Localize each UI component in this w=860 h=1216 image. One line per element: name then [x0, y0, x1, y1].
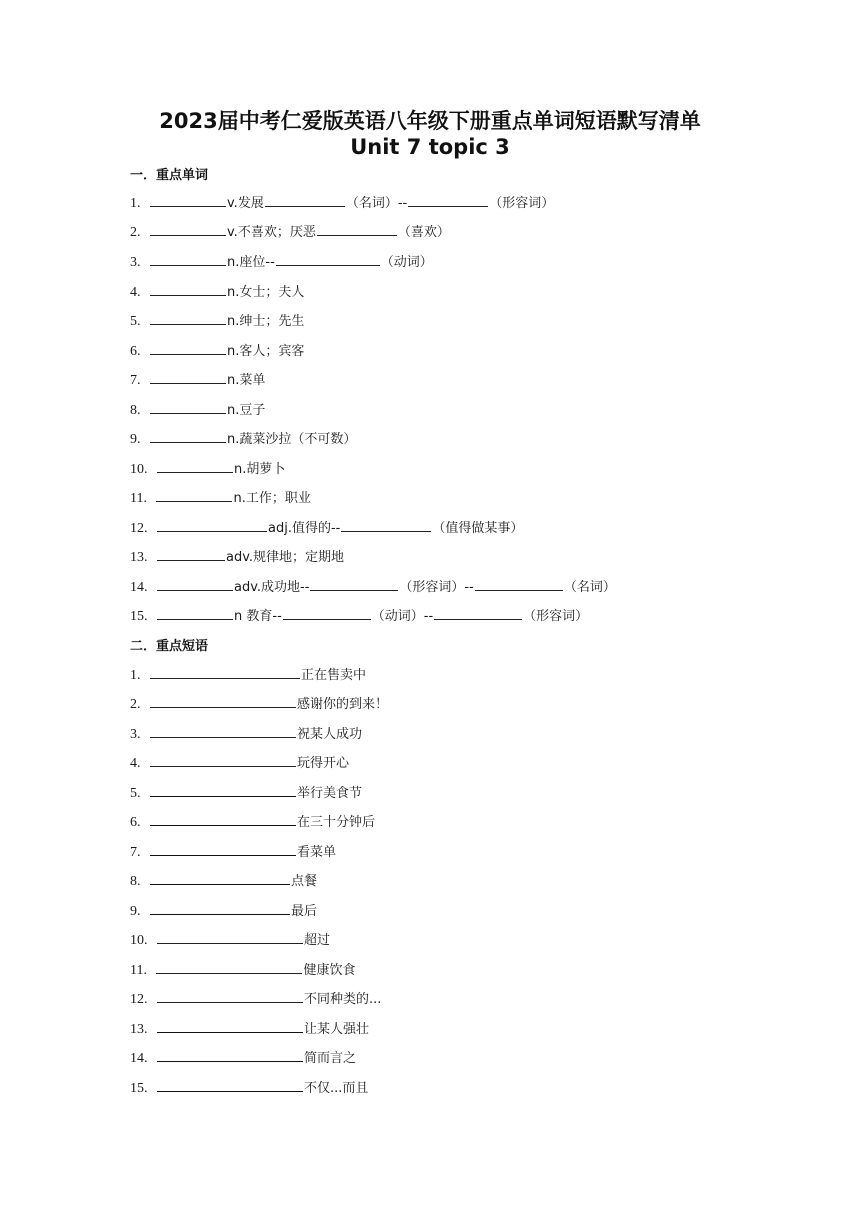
- answer-blank[interactable]: [157, 546, 225, 561]
- phrase-item-11: 11. 健康饮食: [130, 959, 356, 981]
- word-item-2: 2. v.不喜欢；厌恶 （喜欢）: [130, 221, 450, 243]
- phrase-item-8: 8. 点餐: [130, 870, 317, 892]
- answer-blank[interactable]: [157, 576, 233, 591]
- phrase-item-14: 14. 简而言之: [130, 1047, 356, 1069]
- answer-blank[interactable]: [150, 693, 296, 708]
- answer-blank[interactable]: [156, 487, 232, 502]
- answer-blank[interactable]: [317, 221, 397, 236]
- word-item-1: 1. v.发展 （名词）-- （形容词）: [130, 192, 554, 214]
- section-heading-words: 一．重点单词: [130, 168, 209, 183]
- answer-blank[interactable]: [283, 605, 371, 620]
- phrase-item-9: 9. 最后: [130, 900, 317, 922]
- answer-blank[interactable]: [150, 251, 226, 266]
- answer-blank[interactable]: [157, 605, 233, 620]
- answer-blank[interactable]: [150, 192, 226, 207]
- document-subtitle: Unit 7 topic 3: [350, 135, 510, 159]
- answer-blank[interactable]: [157, 1018, 303, 1033]
- phrase-item-2: 2. 感谢你的到来！: [130, 693, 388, 715]
- word-item-7: 7. n.菜单: [130, 369, 265, 391]
- section-heading-phrases: 二．重点短语: [130, 639, 209, 654]
- phrase-item-13: 13. 让某人强壮: [130, 1018, 369, 1040]
- phrase-item-5: 5. 举行美食节: [130, 782, 362, 804]
- answer-blank[interactable]: [157, 517, 267, 532]
- word-item-4: 4. n.女士；夫人: [130, 281, 304, 303]
- answer-blank[interactable]: [150, 811, 296, 826]
- document-title: 2023届中考仁爱版英语八年级下册重点单词短语默写清单: [159, 109, 701, 133]
- answer-blank[interactable]: [150, 723, 296, 738]
- answer-blank[interactable]: [341, 517, 431, 532]
- word-item-5: 5. n.绅士；先生: [130, 310, 304, 332]
- answer-blank[interactable]: [156, 959, 302, 974]
- phrase-item-6: 6. 在三十分钟后: [130, 811, 375, 833]
- answer-blank[interactable]: [150, 428, 226, 443]
- answer-blank[interactable]: [150, 310, 226, 325]
- phrase-item-4: 4. 玩得开心: [130, 752, 349, 774]
- word-item-6: 6. n.客人；宾客: [130, 340, 304, 362]
- answer-blank[interactable]: [310, 576, 398, 591]
- phrase-item-12: 12. 不同种类的...: [130, 988, 381, 1010]
- answer-blank[interactable]: [150, 281, 226, 296]
- answer-blank[interactable]: [157, 929, 303, 944]
- word-item-13: 13. adv.规律地；定期地: [130, 546, 344, 568]
- answer-blank[interactable]: [150, 870, 290, 885]
- answer-blank[interactable]: [157, 1047, 303, 1062]
- word-item-15: 15. n 教育-- （动词）-- （形容词）: [130, 605, 588, 627]
- answer-blank[interactable]: [150, 664, 300, 679]
- answer-blank[interactable]: [408, 192, 488, 207]
- word-item-14: 14. adv.成功地-- （形容词）-- （名词）: [130, 576, 616, 598]
- phrase-item-7: 7. 看菜单: [130, 841, 336, 863]
- answer-blank[interactable]: [150, 841, 296, 856]
- answer-blank[interactable]: [150, 369, 226, 384]
- answer-blank[interactable]: [150, 900, 290, 915]
- word-item-12: 12. adj.值得的-- （值得做某事）: [130, 517, 523, 539]
- word-item-10: 10. n.胡萝卜: [130, 458, 285, 480]
- word-item-9: 9. n.蔬菜沙拉（不可数）: [130, 428, 356, 450]
- answer-blank[interactable]: [157, 1077, 303, 1092]
- answer-blank[interactable]: [150, 782, 296, 797]
- answer-blank[interactable]: [157, 458, 233, 473]
- answer-blank[interactable]: [150, 221, 226, 236]
- word-item-8: 8. n.豆子: [130, 399, 265, 421]
- answer-blank[interactable]: [434, 605, 522, 620]
- phrase-item-1: 1. 正在售卖中: [130, 664, 366, 686]
- answer-blank[interactable]: [475, 576, 563, 591]
- phrase-item-15: 15. 不仅...而且: [130, 1077, 368, 1099]
- word-item-3: 3. n.座位-- （动词）: [130, 251, 433, 273]
- answer-blank[interactable]: [150, 340, 226, 355]
- phrase-item-3: 3. 祝某人成功: [130, 723, 362, 745]
- answer-blank[interactable]: [276, 251, 380, 266]
- answer-blank[interactable]: [265, 192, 345, 207]
- word-item-11: 11. n.工作；职业: [130, 487, 311, 509]
- answer-blank[interactable]: [157, 988, 303, 1003]
- phrase-item-10: 10. 超过: [130, 929, 330, 951]
- answer-blank[interactable]: [150, 752, 296, 767]
- answer-blank[interactable]: [150, 399, 226, 414]
